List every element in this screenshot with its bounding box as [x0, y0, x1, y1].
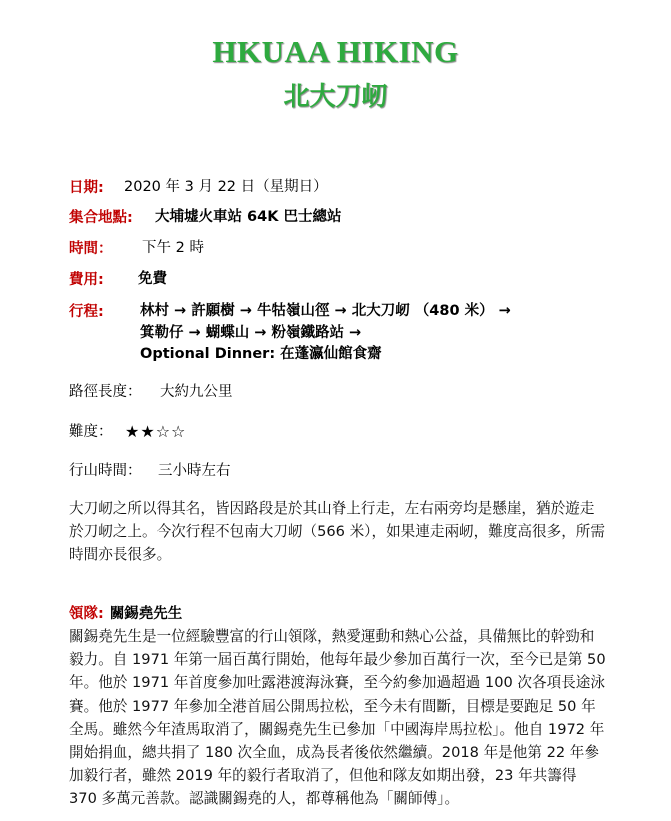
itinerary-line-1: 林村 → 許願樹 → 牛牯嶺山徑 → 北大刀屻 （480 米） → [140, 303, 511, 319]
leader-heading [69, 602, 182, 623]
meeting-label: 集合地點: [69, 210, 133, 226]
fee-label: 費用: [69, 272, 104, 288]
fee-row [69, 268, 167, 291]
itinerary-row [69, 300, 104, 323]
distance-label: 路徑長度： [69, 384, 142, 400]
duration-row [69, 460, 231, 482]
duration-label: 行山時間： [69, 463, 142, 479]
route-description: 大刀屻之所以得其名，皆因路段是於其山脊上行走，左右兩旁均是懸崖，猶於遊走於刀屻之上。今次行程不包南大刀屻（566 米），如果連走兩屻，難度高很多，所需時間亦長很多。 [69, 500, 605, 563]
page-subtitle: 北大刀屻 [283, 82, 388, 112]
difficulty-stars: ★★☆☆ [125, 422, 187, 441]
itinerary-label: 行程: [69, 304, 104, 320]
meeting-value: 大埔墟火車站 64K 巴士總站 [155, 209, 342, 225]
itinerary-line-2: 箕勒仔 → 蝴蝶山 → 粉嶺鐵路站 → [140, 325, 362, 341]
distance-row [69, 381, 233, 403]
itinerary-line-3: Optional Dinner: 在蓬瀛仙館食齋 [140, 346, 382, 362]
time-value: 下午 2 時 [142, 240, 204, 256]
difficulty-label: 難度： [69, 424, 113, 440]
page-title: HKUAA HIKING [212, 34, 459, 69]
difficulty-row [69, 421, 187, 443]
date-row [69, 176, 328, 199]
meeting-row [69, 206, 342, 229]
time-row [69, 237, 204, 260]
leader-name: 關錫堯先生 [109, 606, 183, 622]
leader-label: 領隊: [69, 606, 104, 622]
date-value: 2020 年 3 月 22 日（星期日） [124, 179, 328, 195]
duration-value: 三小時左右 [158, 463, 231, 479]
fee-value: 免費 [138, 271, 167, 287]
time-label: 時間： [69, 241, 113, 257]
leader-bio: 關錫堯先生是一位經驗豐富的行山領隊，熱愛運動和熱心公益，具備無比的幹勁和毅力。自 1971 年第一屆百萬行開始，他每年最少參加百萬行一次，至今已是第 50 年。他於 1971 年首度參加吐露港渡海泳賽，至今約參加過超過 100 次各項長途泳賽。他於 1977 年參加全港首屆公開馬拉松，至今未有間斷，目標是要跑足 50 年全馬。雖然今年渣馬取消了，關錫堯先生已參加「中國海岸馬拉松」。他自 1972 年開始捐血，總共捐了 180 次全血，成為長者後依然繼續。2018 年是他第 22 年參加毅行者，雖然 2019 年的毅行者取消了，但他和隊友如期出發，23 年共籌得 370 多萬元善款。認識關錫堯的人，都尊稱他為「關師傅」。 [69, 628, 606, 808]
date-label: 日期: [69, 180, 104, 196]
distance-value: 大約九公里 [160, 384, 233, 400]
